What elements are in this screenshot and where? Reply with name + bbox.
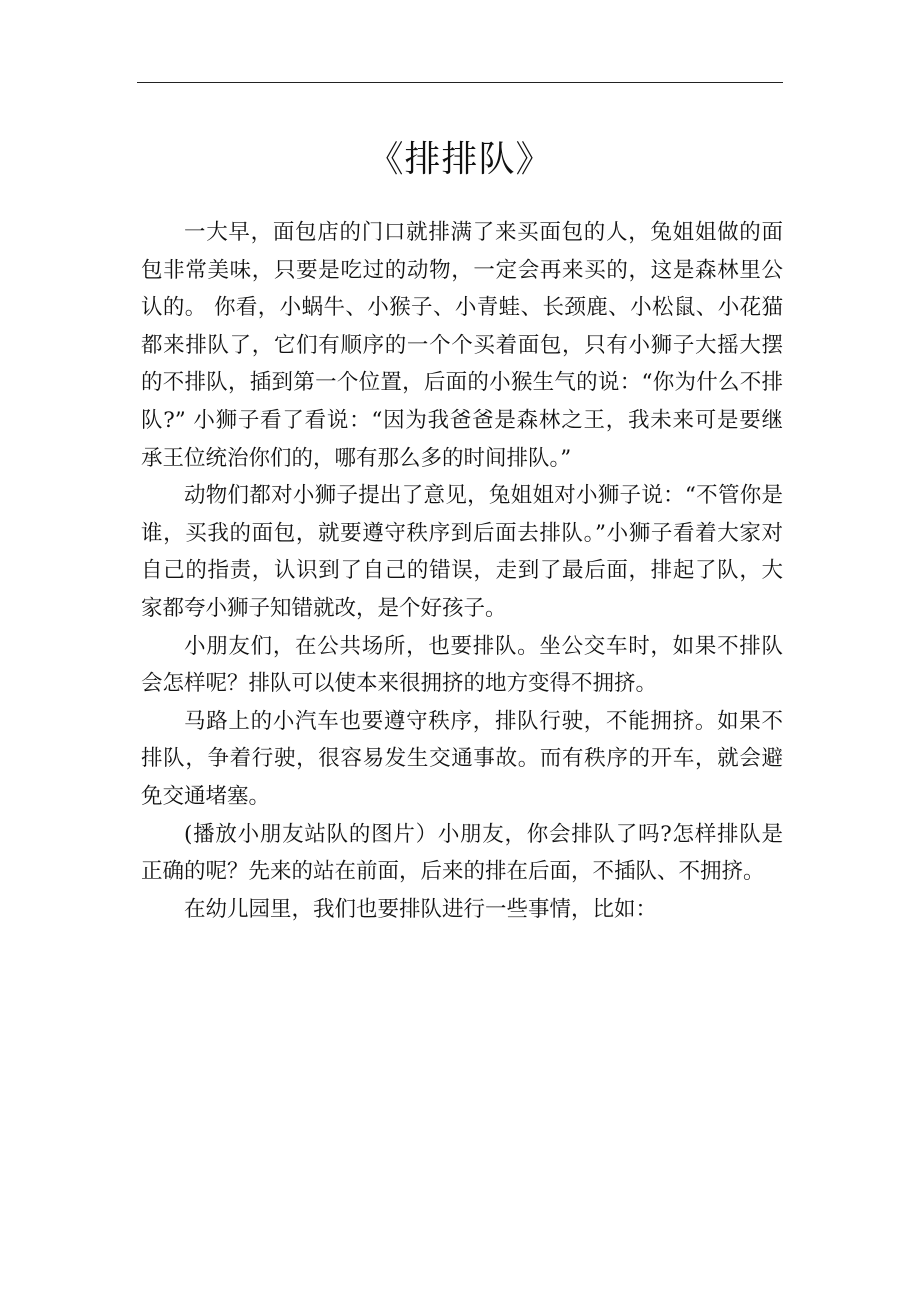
paragraph-1: 一大早，面包店的门口就排满了来买面包的人，兔姐姐做的面包非常美味，只要是吃过的动物，一定会再来买的，这是森林里公认的。 你看，小蜗牛、小猴子、小青蛙、长颈鹿、小松鼠、小花猫都来排队了，它们有顺序的一个个买着面包，只有小狮子大摇大摆的不排队，插到第一个位置，后面的小猴生气的说：“你为什么不排队?” 小狮子看了看说：“因为我爸爸是森林之王，我未来可是要继承王位统治你们的，哪有那么多的时间排队。” (141, 220, 783, 471)
paragraph-3: 小朋友们，在公共场所，也要排队。坐公交车时，如果不排队会怎样呢？排队可以使本来很拥挤的地方变得不拥挤。 (141, 633, 783, 697)
paragraph-4: 马路上的小汽车也要遵守秩序，排队行驶，不能拥挤。如果不排队，争着行驶，很容易发生交通事故。而有秩序的开车，就会避免交通堵塞。 (141, 708, 783, 809)
paragraph-5: (播放小朋友站队的图片）小朋友，你会排队了吗?怎样排队是正确的呢？先来的站在前面，后来的排在后面，不插队、不拥挤。 (141, 821, 783, 885)
document-body (141, 214, 783, 928)
header-rule (137, 82, 783, 83)
paragraph-2: 动物们都对小狮子提出了意见，兔姐姐对小狮子说：“不管你是谁，买我的面包，就要遵守秩序到后面去排队。”小狮子看着大家对自己的指责，认识到了自己的错误，走到了最后面，排起了队，大家都夸小狮子知错就改，是个好孩子。 (141, 483, 783, 621)
paragraph-6: 在幼儿园里，我们也要排队进行一些事情，比如： (184, 896, 658, 922)
document-title: 《排排队》 (367, 139, 553, 181)
